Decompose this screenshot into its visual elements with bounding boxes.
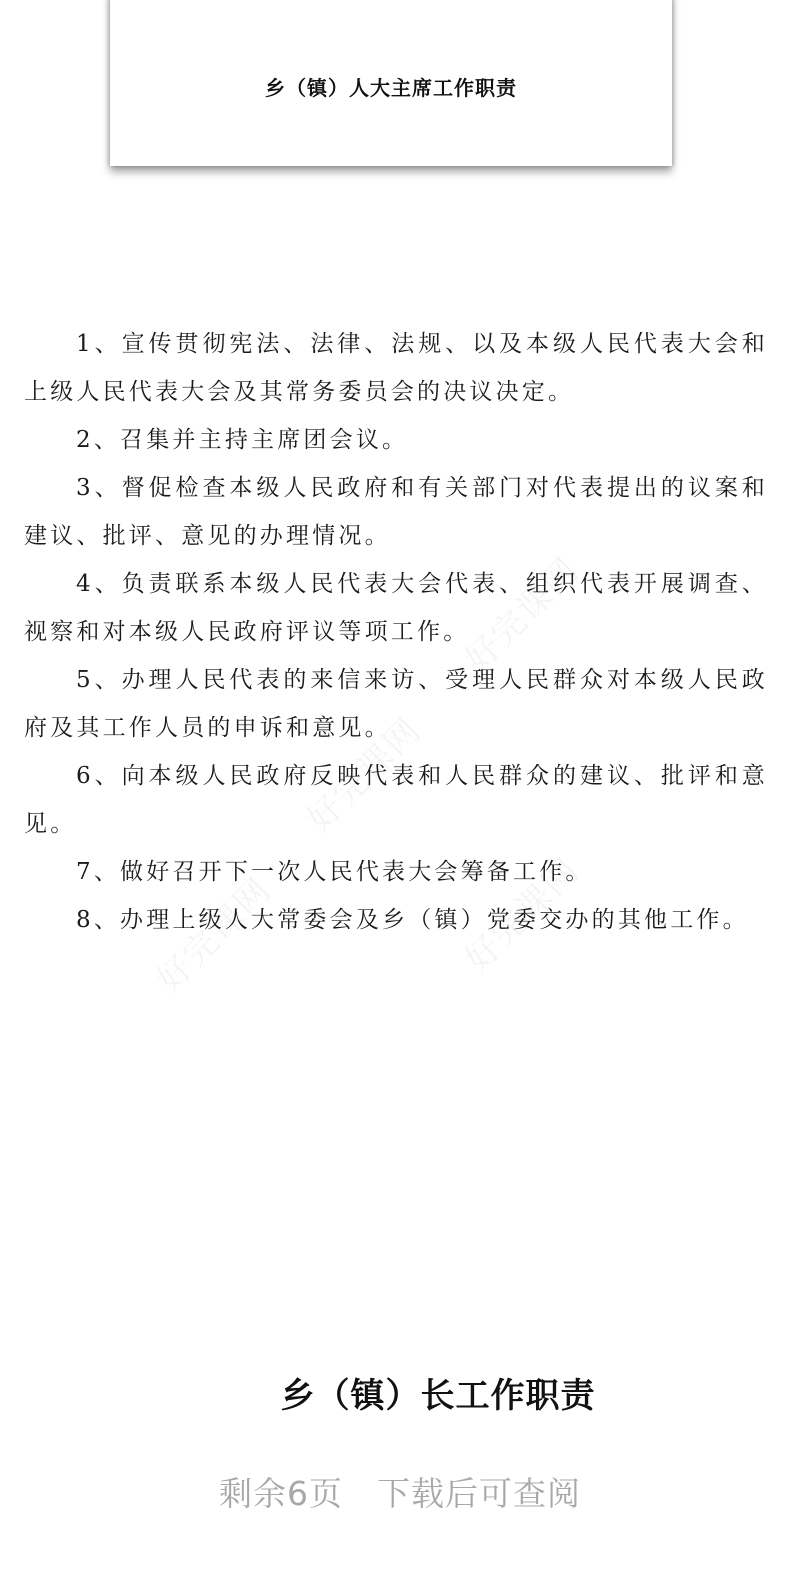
- duty-list: [24, 320, 768, 944]
- preview-notice[interactable]: [0, 1468, 800, 1515]
- remaining-pages-text: 剩余6页: [219, 1474, 343, 1513]
- cover-card: [110, 0, 672, 166]
- duty-item: 7、做好召开下一次人民代表大会筹备工作。: [76, 859, 592, 885]
- duty-item: 3、督促检查本级人民政府和有关部门对代表提出的议案和建议、批评、意见的办理情况。: [24, 475, 768, 549]
- download-to-view-link[interactable]: 下载后可查阅: [377, 1474, 581, 1513]
- duty-item: 2、召集并主持主席团会议。: [76, 427, 409, 453]
- duty-item: 6、向本级人民政府反映代表和人民群众的建议、批评和意见。: [24, 763, 768, 837]
- duty-item: 5、办理人民代表的来信来访、受理人民群众对本级人民政府及其工作人员的申诉和意见。: [24, 667, 768, 741]
- next-section-title: 乡（镇）长工作职责: [280, 1376, 596, 1416]
- cover-title: 乡（镇）人大主席工作职责: [265, 76, 517, 100]
- duty-item: 4、负责联系本级人民代表大会代表、组织代表开展调查、视察和对本级人民政府评议等项工作。: [24, 571, 768, 645]
- duty-item: 8、办理上级人大常委会及乡（镇）党委交办的其他工作。: [76, 907, 749, 933]
- duty-item: 1、宣传贯彻宪法、法律、法规、以及本级人民代表大会和上级人民代表大会及其常务委员会的决议决定。: [24, 331, 768, 405]
